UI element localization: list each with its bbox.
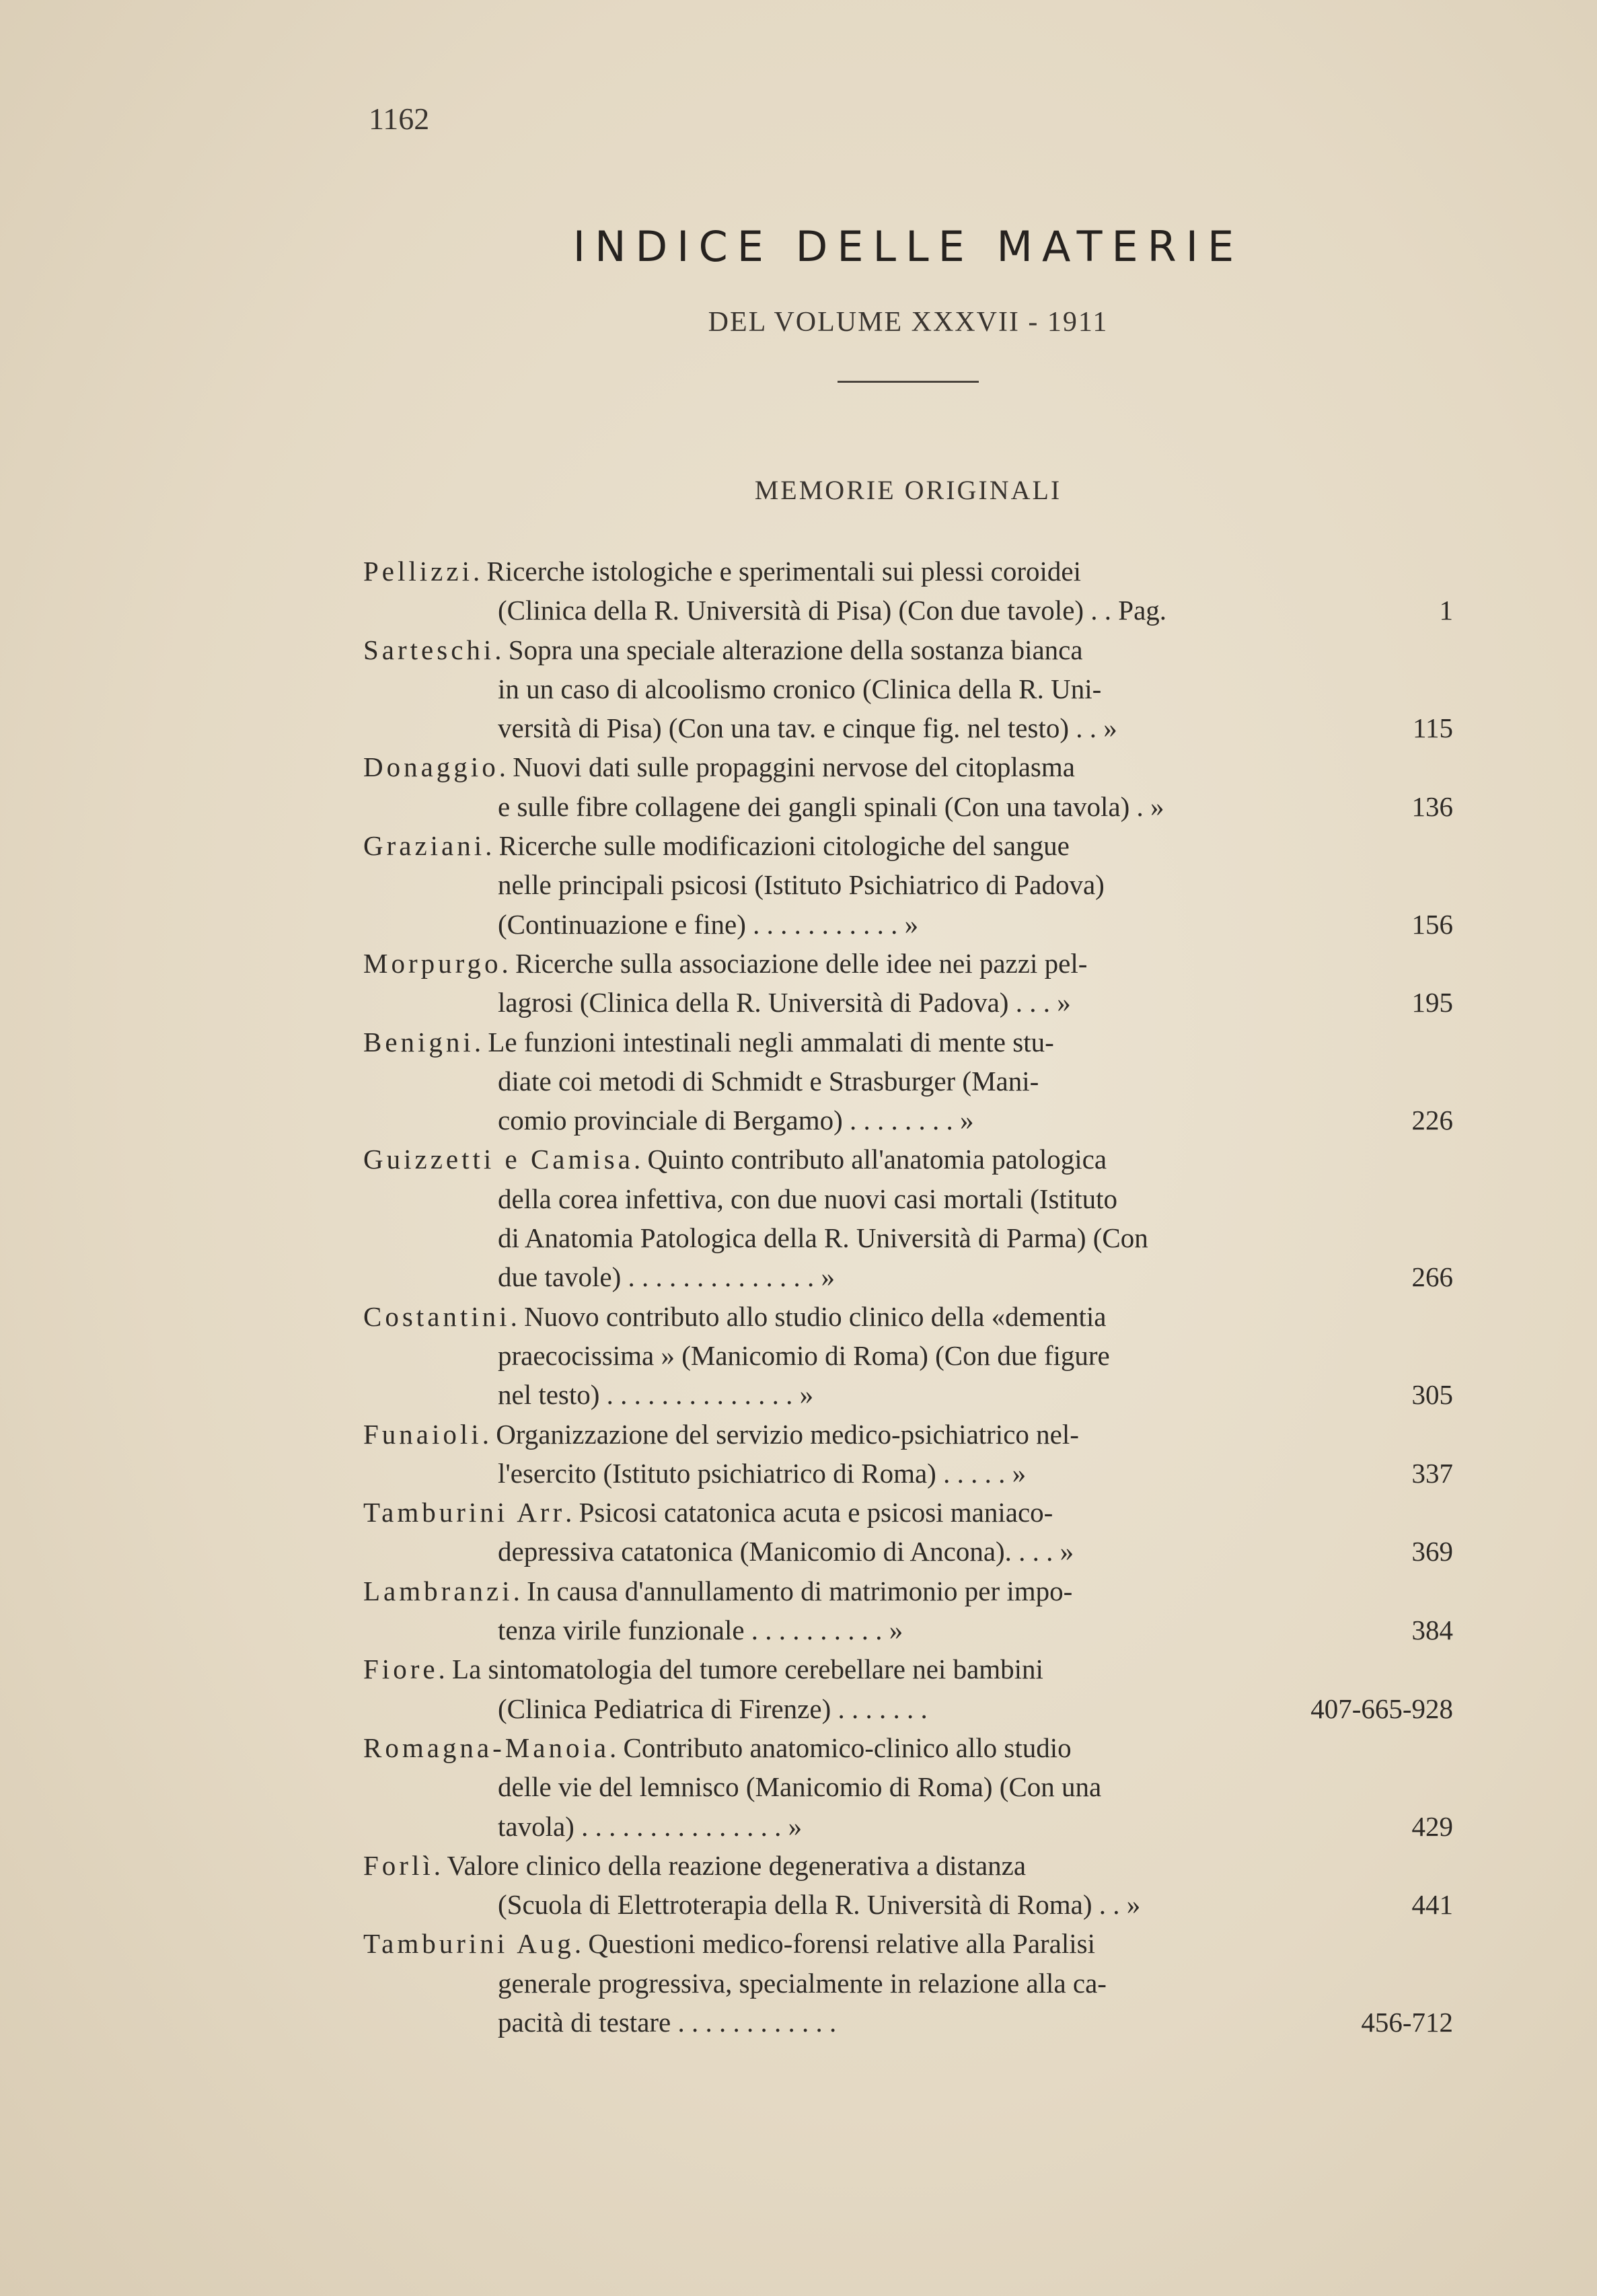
entry-page: 429	[1411, 1810, 1453, 1842]
entry-page: 305	[1411, 1379, 1453, 1411]
index-entry	[363, 1650, 1453, 1728]
entry-line	[363, 1571, 1453, 1610]
entry-text: in un caso di alcoolismo cronico (Clinica della R. Uni-	[498, 673, 1102, 704]
entry-page: 384	[1411, 1615, 1453, 1646]
entry-text: . Ricerche sulla associazione delle idee nei pazzi pel-	[501, 947, 1088, 979]
entry-text: . Sopra una speciale alterazione della sostanza bianca	[494, 634, 1083, 665]
entry-text: (Continuazione e fine) . . . . . . . . . . . »	[498, 908, 919, 940]
index-entries	[363, 552, 1453, 2042]
entry-line	[363, 1964, 1453, 2003]
index-entry	[363, 1493, 1453, 1571]
entry-line	[363, 1023, 1453, 1062]
index-entry	[363, 1140, 1453, 1296]
entry-author: Morpurgo	[363, 947, 502, 979]
entry-page: 441	[1411, 1889, 1453, 1921]
entry-author: Lambranzi	[363, 1575, 513, 1606]
entry-author: Forlì	[363, 1849, 434, 1881]
entry-author: Sarteschi	[363, 634, 495, 665]
entry-line	[363, 1767, 1453, 1806]
entry-line	[363, 1650, 1453, 1689]
entry-line	[363, 1415, 1453, 1454]
entry-line	[363, 1885, 1453, 1924]
entry-text: e sulle fibre collagene dei gangli spinali (Con una tavola) . »	[498, 790, 1164, 822]
index-entry	[363, 944, 1453, 1023]
entry-text: versità di Pisa) (Con una tav. e cinque fig. nel testo) . . »	[498, 712, 1117, 744]
entry-page: 156	[1411, 908, 1453, 940]
entry-line	[363, 983, 1453, 1022]
entry-text: . Contributo anatomico-clinico allo studio	[609, 1732, 1072, 1763]
entry-text: . Organizzazione del servizio medico-psichiatrico nel-	[482, 1418, 1079, 1450]
entry-author: Funaioli	[363, 1418, 482, 1450]
entry-author: Tamburini Arr	[363, 1497, 566, 1528]
index-entry	[363, 1297, 1453, 1415]
index-title: INDICE DELLE MATERIE	[572, 222, 1244, 271]
entry-line	[363, 1257, 1453, 1296]
entry-line	[363, 1924, 1453, 1963]
entry-line	[363, 2003, 1453, 2042]
entry-line	[363, 708, 1453, 747]
index-entry	[363, 552, 1453, 630]
entry-page: 266	[1411, 1261, 1453, 1293]
entry-text: . Le funzioni intestinali negli ammalati di mente stu-	[474, 1026, 1054, 1058]
entry-page: 195	[1411, 987, 1453, 1019]
section-heading: MEMORIE ORIGINALI	[754, 475, 1062, 505]
entry-text: generale progressiva, specialmente in relazione alla ca-	[498, 1967, 1107, 1999]
entry-author: Guizzetti e Camisa	[363, 1144, 634, 1175]
entry-text: . Ricerche istologiche e sperimentali sui plessi coroidei	[472, 556, 1081, 587]
entry-page: 407-665-928	[1310, 1693, 1453, 1724]
entry-line	[363, 747, 1453, 786]
entry-line	[363, 1375, 1453, 1414]
entry-text: . In causa d'annullamento di matrimonio per impo-	[513, 1575, 1073, 1606]
index-entry	[363, 1846, 1453, 1925]
page-number: 1162	[369, 102, 430, 136]
index-entry	[363, 630, 1453, 748]
entry-page: 226	[1411, 1105, 1453, 1136]
entry-text: (Clinica Pediatrica di Firenze) . . . . . . .	[498, 1693, 928, 1724]
entry-page: 456-712	[1361, 2006, 1453, 2038]
entry-line	[363, 1846, 1453, 1885]
entry-line	[363, 1610, 1453, 1650]
entry-line	[363, 1140, 1453, 1179]
entry-author: Fiore	[363, 1654, 439, 1685]
entry-page: 136	[1411, 790, 1453, 822]
index-entry	[363, 1415, 1453, 1493]
entry-page: 337	[1411, 1457, 1453, 1489]
entry-line	[363, 865, 1453, 904]
entry-page: 115	[1413, 712, 1453, 744]
entry-line	[363, 1297, 1453, 1336]
entry-line	[363, 1493, 1453, 1532]
entry-author: Romagna-Manoia	[363, 1732, 610, 1763]
entry-line	[363, 1689, 1453, 1728]
entry-author: Costantini	[363, 1300, 511, 1332]
entry-text: della corea infettiva, con due nuovi casi mortali (Istituto	[498, 1183, 1118, 1214]
entry-line	[363, 787, 1453, 826]
entry-text: pacità di testare . . . . . . . . . . . .	[498, 2006, 837, 2038]
entry-text: nel testo) . . . . . . . . . . . . . . »	[498, 1379, 814, 1411]
entry-text: comio provinciale di Bergamo) . . . . . . . . »	[498, 1105, 974, 1136]
entry-text: praecocissima » (Manicomio di Roma) (Con due figure	[498, 1339, 1110, 1371]
index-entry	[363, 1571, 1453, 1650]
entry-text: (Scuola di Elettroterapia della R. Università di Roma) . . »	[498, 1889, 1141, 1921]
entry-line	[363, 1807, 1453, 1846]
entry-text: di Anatomia Patologica della R. Università di Parma) (Con	[498, 1222, 1148, 1254]
entry-line	[363, 1062, 1453, 1101]
entry-line	[363, 1179, 1453, 1218]
entry-line	[363, 1336, 1453, 1375]
entry-text: lagrosi (Clinica della R. Università di Padova) . . . »	[498, 987, 1071, 1019]
index-entry	[363, 1023, 1453, 1140]
entry-text: tenza virile funzionale . . . . . . . . . . »	[498, 1615, 903, 1646]
entry-text: . Ricerche sulle modificazioni citologiche del sangue	[485, 830, 1070, 862]
entry-text: due tavole) . . . . . . . . . . . . . . »	[498, 1261, 835, 1293]
entry-text: . Nuovi dati sulle propaggini nervose del citoplasma	[498, 751, 1075, 783]
entry-line	[363, 905, 1453, 944]
entry-text: . Valore clinico della reazione degenerativa a distanza	[433, 1849, 1027, 1881]
entry-line	[363, 826, 1453, 865]
entry-line	[363, 630, 1453, 669]
entry-line	[363, 1454, 1453, 1493]
entry-author: Donaggio	[363, 751, 499, 783]
index-entry	[363, 826, 1453, 944]
entry-text: (Clinica della R. Università di Pisa) (Con due tavole) . . Pag.	[498, 595, 1167, 626]
entry-text: . Questioni medico-forensi relative alla Paralisi	[574, 1928, 1096, 1960]
entry-text: . La sintomatologia del tumore cerebellare nei bambini	[438, 1654, 1043, 1685]
entry-text: l'esercito (Istituto psichiatrico di Roma) . . . . . »	[498, 1457, 1027, 1489]
entry-text: diate coi metodi di Schmidt e Strasburger (Mani-	[498, 1065, 1039, 1097]
entry-line	[363, 669, 1453, 708]
entry-text: . Psicosi catatonica acuta e psicosi maniaco-	[565, 1497, 1053, 1528]
entry-author: Tamburini Aug	[363, 1928, 574, 1960]
entry-line	[363, 1101, 1453, 1140]
title-divider	[838, 381, 979, 383]
entry-text: delle vie del lemnisco (Manicomio di Roma) (Con una	[498, 1771, 1102, 1803]
index-entry	[363, 747, 1453, 826]
index-entry	[363, 1924, 1453, 2042]
entry-text: depressiva catatonica (Manicomio di Ancona). . . . »	[498, 1536, 1074, 1567]
entry-line	[363, 944, 1453, 983]
volume-subtitle: DEL VOLUME XXXVII - 1911	[708, 307, 1109, 338]
entry-line	[363, 552, 1453, 591]
entry-page: 369	[1411, 1536, 1453, 1567]
entry-line	[363, 1728, 1453, 1767]
index-entry	[363, 1728, 1453, 1846]
entry-page: 1	[1439, 595, 1453, 626]
entry-line	[363, 1532, 1453, 1571]
entry-line	[363, 591, 1453, 630]
entry-author: Graziani	[363, 830, 486, 862]
entry-author: Pellizzi	[363, 556, 473, 587]
entry-text: . Nuovo contributo allo studio clinico della «dementia	[510, 1300, 1107, 1332]
entry-line	[363, 1218, 1453, 1257]
entry-text: nelle principali psicosi (Istituto Psichiatrico di Padova)	[498, 869, 1105, 901]
entry-author: Benigni	[363, 1026, 474, 1058]
entry-text: tavola) . . . . . . . . . . . . . . . »	[498, 1810, 803, 1842]
entry-text: . Quinto contributo all'anatomia patologica	[633, 1144, 1107, 1175]
